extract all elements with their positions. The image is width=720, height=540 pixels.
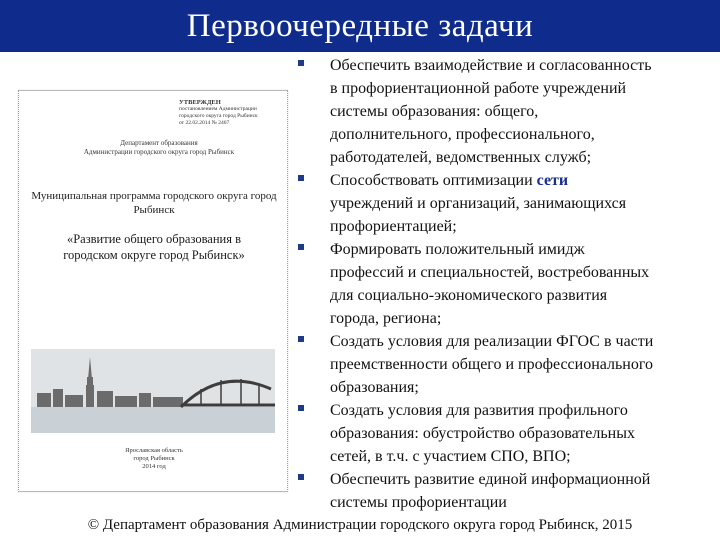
task-line: Создать условия для развития профильного	[330, 402, 628, 419]
task-line: Создать условия для реализации ФГОС в части	[330, 333, 654, 350]
task-line: образования;	[330, 379, 419, 396]
task-line: учреждений и организаций, занимающихся	[330, 195, 627, 212]
square-bullet-icon	[298, 474, 304, 480]
title-bar	[0, 0, 720, 52]
approval-line: от 22.02.2014 № 2467	[179, 120, 230, 126]
task-item	[292, 468, 716, 514]
program-line: Рыбинск	[133, 204, 175, 216]
photo-water	[31, 407, 275, 433]
square-bullet-icon	[298, 60, 304, 66]
highlighted-word: сети	[536, 172, 569, 189]
program-document-thumbnail	[18, 90, 288, 492]
task-item	[292, 54, 716, 169]
task-line	[330, 169, 716, 192]
program-line: Муниципальная программа городского округа город	[31, 190, 277, 202]
department-line: Администрации городского округа город Рыбинск	[83, 148, 235, 156]
task-line: системы профориентации	[330, 494, 507, 511]
program-name	[29, 231, 279, 263]
program-name-line: «Развитие общего образования в	[66, 232, 242, 246]
task-line: в профориентационной работе учреждений	[330, 80, 627, 97]
approval-line: постановлением Администрации	[179, 106, 257, 112]
task-line: Обеспечить взаимодействие и согласованность	[330, 57, 652, 74]
city-river-photo	[31, 349, 275, 433]
square-bullet-icon	[298, 244, 304, 250]
task-line: профориентацией;	[330, 218, 457, 235]
footer-line: Ярославская область	[125, 447, 183, 454]
task-line: системы образования: общего,	[330, 103, 539, 120]
task-line: работодателей, ведомственных служб;	[330, 149, 592, 166]
task-item	[292, 330, 716, 399]
task-line: Обеспечить развитие единой информационной	[330, 471, 651, 488]
task-line: для социально-экономического развития	[330, 287, 608, 304]
approval-stamp	[179, 99, 279, 127]
task-item	[292, 399, 716, 468]
department-name	[49, 139, 269, 157]
task-line: профессий и специальностей, востребованных	[330, 264, 650, 281]
slide-title: Первоочередные задачи	[186, 7, 534, 44]
program-heading	[29, 189, 279, 217]
task-line: образования: обустройство образовательных	[330, 425, 635, 442]
task-line: дополнительного, профессионального,	[330, 126, 595, 143]
department-line: Департамент образования	[120, 139, 198, 147]
approval-head: УТВЕРЖДЕН	[179, 99, 221, 106]
program-name-line: городском округе город Рыбинск»	[63, 248, 245, 262]
task-item	[292, 238, 716, 330]
task-item	[292, 169, 716, 238]
task-line: города, региона;	[330, 310, 442, 327]
square-bullet-icon	[298, 405, 304, 411]
footer-line: город Рыбинск	[133, 455, 175, 462]
approval-line: городского округа город Рыбинск	[179, 113, 258, 119]
task-line-text: Способствовать оптимизации	[330, 172, 537, 189]
copyright-footer: © Департамент образования Администрации городского округа город Рыбинск, 2015	[87, 517, 633, 533]
square-bullet-icon	[298, 336, 304, 342]
task-line: Формировать положительный имидж	[330, 241, 585, 258]
document-footer	[79, 447, 229, 471]
footer-line: 2014 год	[142, 463, 166, 470]
task-line: сетей, в т.ч. с участием СПО, ВПО;	[330, 448, 571, 465]
task-line: преемственности общего и профессионального	[330, 356, 654, 373]
task-list	[292, 54, 716, 514]
square-bullet-icon	[298, 175, 304, 181]
